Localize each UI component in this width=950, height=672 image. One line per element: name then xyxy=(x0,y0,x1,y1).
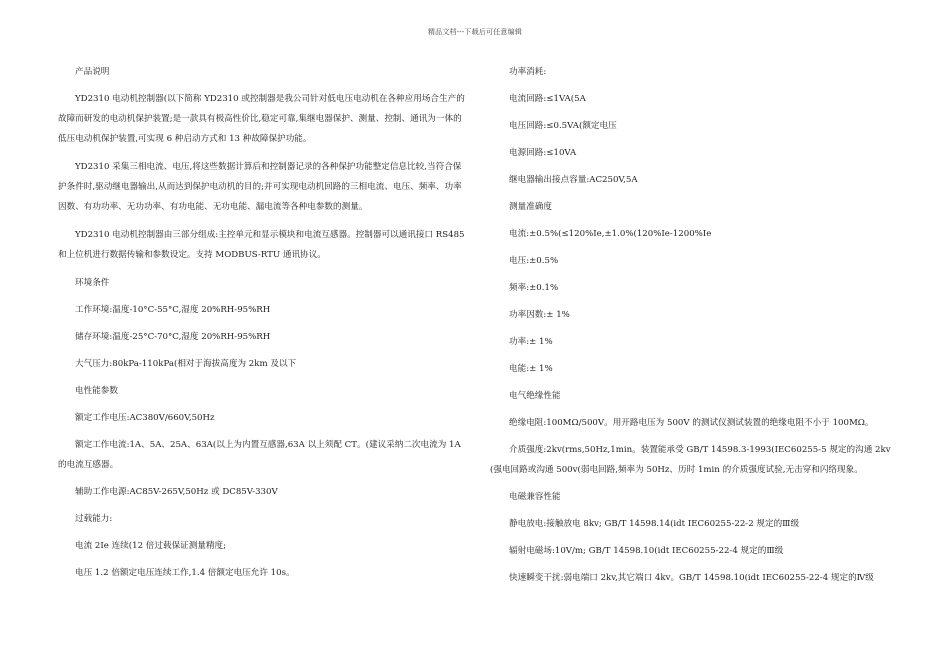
text-voltage-loop: 电压回路:≤0.5VA(额定电压 xyxy=(509,121,617,131)
right-column xyxy=(490,62,900,595)
text-dielectric-strength: 介质强度:2kv(rms,50Hz,1min。装置能承受 GB/T 14598.3-1993(IEC60255-5 规定的沟通 2kv (强电回路或沟通 500v(弱电回路,频率为 50Hz、历时 1min 的介质强度试验,无击穿和闪络现象。 xyxy=(490,445,891,475)
text-pressure: 大气压力:80kPa-110kPa(相对于海拔高度为 2km 及以下 xyxy=(75,359,297,369)
text-overload-voltage: 电压 1.2 倍额定电压连续工作,1.4 倍额定电压允许 10s。 xyxy=(75,568,295,578)
section-heading-insulation: 电气绝缘性能 xyxy=(509,391,561,401)
text-accuracy-current: 电流:±0.5%(≤120%Ie,±1.0%(120%Ie-1200%Ie xyxy=(509,229,712,239)
text-current-loop: 电流回路:≤1VA(5A xyxy=(509,94,586,104)
text-radiated-field: 辐射电磁场:10V/m; GB/T 14598.10(idt IEC60255-22-4 规定的Ⅲ级 xyxy=(509,546,784,556)
text-rated-voltage: 额定工作电压:AC380V/660V,50Hz xyxy=(75,413,215,423)
section-heading-environment: 环境条件 xyxy=(75,278,110,288)
section-heading-power: 功率消耗: xyxy=(509,67,547,77)
page-header: 精品文档---下载后可任意编辑 xyxy=(427,28,523,36)
text-relay-capacity: 继电器输出接点容量:AC250V,5A xyxy=(509,175,638,185)
text-operating-env: 工作环境:温度-10°C-55°C,湿度 20%RH-95%RH xyxy=(75,305,271,315)
section-heading-electrical: 电性能参数 xyxy=(75,386,118,396)
section-heading-emc: 电磁兼容性能 xyxy=(509,492,561,502)
text-aux-power: 辅助工作电源:AC85V-265V,50Hz 或 DC85V-330V xyxy=(75,487,278,497)
text-rated-current: 额定工作电流:1A、5A、25A、63A(以上为内置互感器,63A 以上须配 CT。(建议采纳二次电流为 1A 的电流互感器。 xyxy=(58,440,461,470)
text-accuracy-energy: 电能:± 1% xyxy=(509,364,553,374)
text-accuracy-frequency: 频率:±0.1% xyxy=(509,283,559,293)
text-storage-env: 储存环境:温度-25°C-70°C,湿度 20%RH-95%RH xyxy=(75,332,271,342)
text-overload-heading: 过载能力: xyxy=(75,514,113,524)
text-accuracy-voltage: 电压:±0.5% xyxy=(509,256,559,266)
text-insulation-resistance: 绝缘电阻:100MΩ/500V。用开路电压为 500V 的测试仪测试装置的绝缘电阻不小于 100MΩ。 xyxy=(509,418,874,428)
paragraph-functions: YD2310 采集三相电流、电压,将这些数据计算后和控制器记录的各种保护功能整定信息比较,当符合保护条件时,驱动继电器输出,从而达到保护电动机的目的;并可实现电动机回路的三相电流、电压、频率、功率因数、有功功率、无功功率、有功电能、无功电能、漏电流等各种电参数的测量。 xyxy=(58,162,462,212)
text-overload-current: 电流 2Ie 连续(12 倍过载保证测量精度; xyxy=(75,541,227,551)
section-heading-product: 产品说明 xyxy=(75,67,110,77)
left-column xyxy=(58,62,465,590)
text-esd: 静电放电:接触放电 8kv; GB/T 14598.14(idt IEC60255-22-2 规定的Ⅲ级 xyxy=(509,519,800,529)
text-accuracy-power: 功率:± 1% xyxy=(509,337,553,347)
paragraph-intro: YD2310 电动机控制器(以下简称 YD2310 或控制器是我公司针对低电压电动机在各种应用场合生产的故障而研发的电动机保护装置;是一款具有极高性价比,稳定可靠,集继电器保护、测量、控制、通讯为一体的低压电动机保护装置,可实现 6 种启动方式和 13 种故障保护功能。 xyxy=(58,94,465,144)
section-heading-accuracy: 测量准确度 xyxy=(509,202,552,212)
paragraph-components: YD2310 电动机控制器由三部分组成:主控单元和显示模块和电流互感器。控制器可以通讯接口 RS485 和上位机进行数据传输和参数设定。支持 MODBUS-RTU 通讯协议。 xyxy=(58,230,465,260)
text-fast-transient: 快速瞬变干扰:弱电端口 2kv,其它端口 4kv。GB/T 14598.10(idt IEC60255-22-4 规定的Ⅳ级 xyxy=(509,573,874,583)
text-accuracy-pf: 功率因数:± 1% xyxy=(509,310,570,320)
text-power-loop: 电源回路:≤10VA xyxy=(509,148,577,158)
